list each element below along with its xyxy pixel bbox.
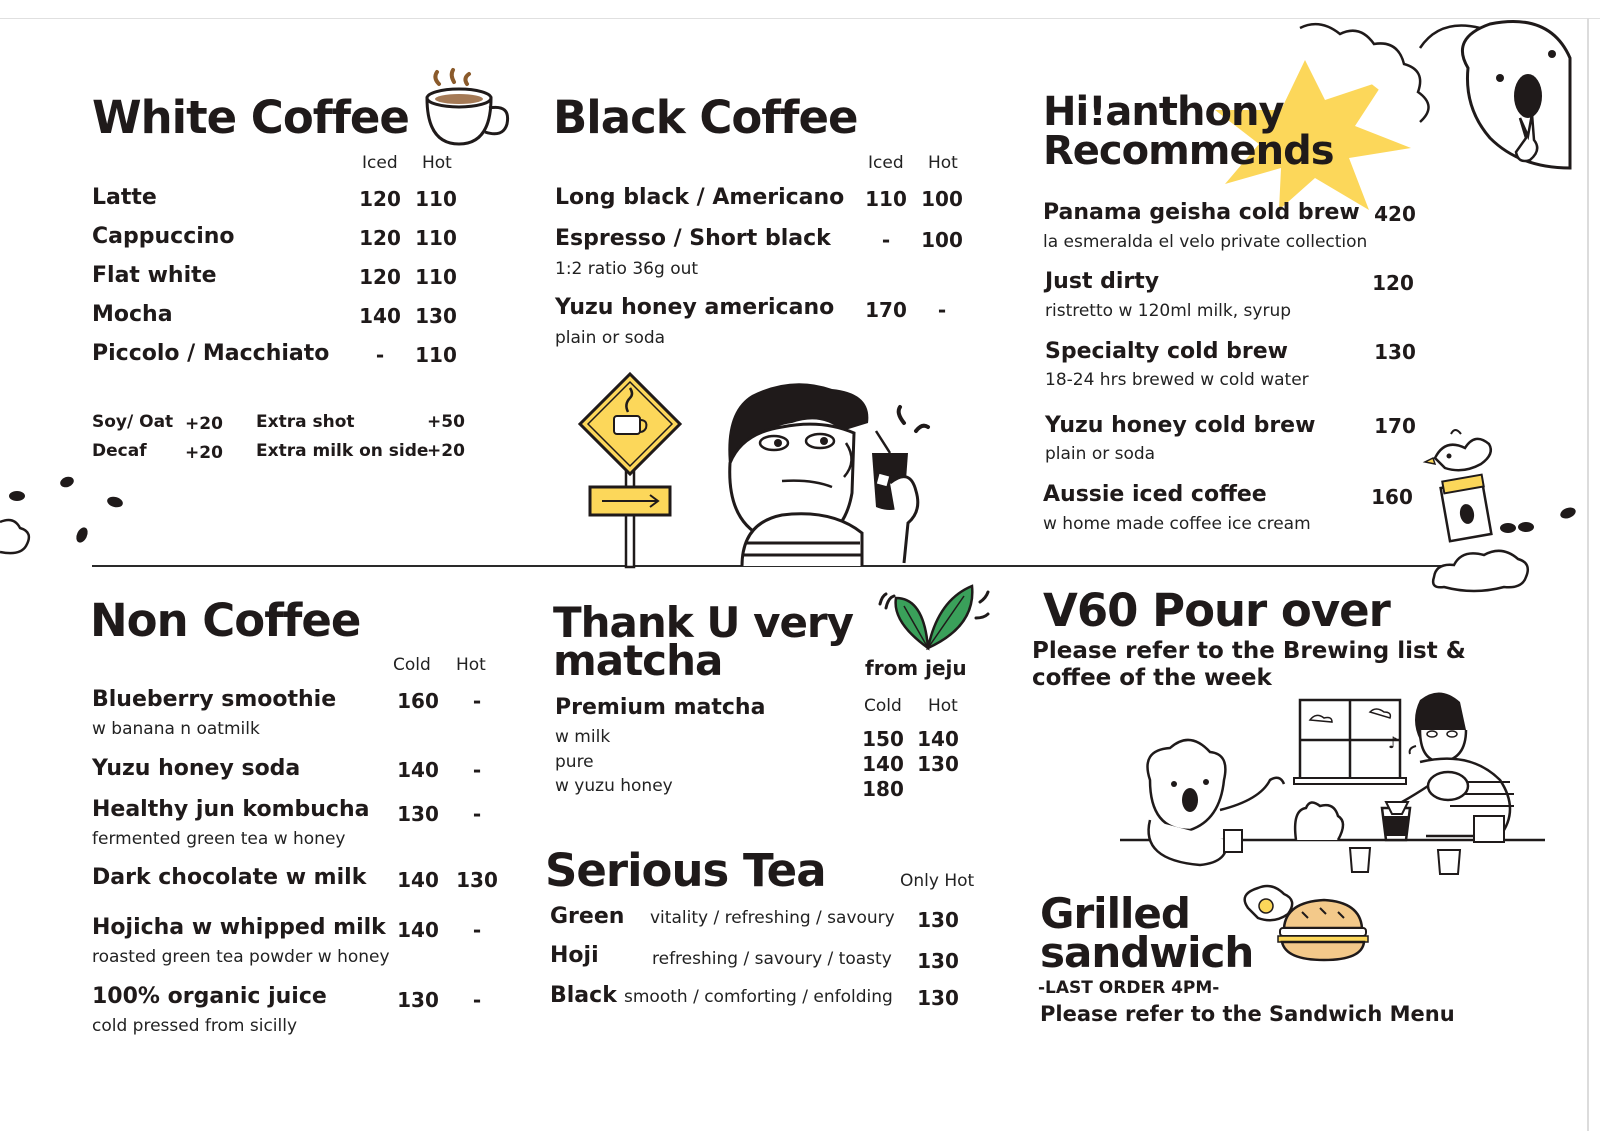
matcha-col-hot: Hot (928, 696, 958, 716)
list-item: Long black / Americano (555, 185, 845, 210)
item-note: ristretto w 120ml milk, syrup (1045, 301, 1292, 321)
svg-text:♪: ♪ (1388, 733, 1399, 752)
character-drinking-illustration (722, 383, 952, 566)
sandwich-title-line1: Grilled (1040, 889, 1190, 938)
list-item: Hojicha w whipped milk (92, 915, 386, 940)
black-col-iced: Iced (868, 153, 904, 173)
koala-peace-illustration (1300, 18, 1588, 188)
price-iced: - (375, 343, 385, 367)
pour-over-line1: Please refer to the Brewing list & (1032, 638, 1466, 664)
matcha-col-cold: Cold (864, 696, 902, 716)
price-iced: - (881, 228, 891, 252)
list-item: Healthy jun kombucha (92, 797, 370, 822)
coffee-road-sign-icon (578, 372, 688, 567)
item-note: fermented green tea w honey (92, 829, 346, 849)
price-cold: 140 (397, 918, 439, 942)
price-cold: 130 (397, 988, 439, 1012)
list-item: Latte (92, 185, 157, 210)
price-hot: 110 (415, 226, 457, 250)
price-cold: 160 (397, 689, 439, 713)
price-iced: 120 (359, 265, 401, 289)
price: 160 (1371, 485, 1413, 509)
black-col-hot: Hot (928, 153, 958, 173)
addon-price: +20 (427, 441, 465, 461)
list-item: Aussie iced coffee (1043, 482, 1267, 507)
variant-name: pure (555, 752, 594, 772)
tea-desc: smooth / comforting / enfolding (624, 987, 893, 1007)
price: 130 (917, 908, 959, 932)
list-item: Dark chocolate w milk (92, 865, 367, 890)
price-iced: 110 (865, 187, 907, 211)
item-note: 1:2 ratio 36g out (555, 259, 699, 279)
price-hot: - (472, 689, 482, 713)
price-hot: - (472, 802, 482, 826)
sandwich-icon (1240, 888, 1370, 968)
item-note: 18-24 hrs brewed w cold water (1045, 370, 1309, 390)
matcha-title-line2: matcha (553, 636, 723, 685)
addon-name: Decaf (92, 441, 147, 461)
price-cold: 140 (397, 758, 439, 782)
item-note: plain or soda (1045, 444, 1156, 464)
item-note: la esmeralda el velo private collection (1043, 232, 1368, 252)
addon-price: +20 (185, 414, 223, 434)
price-hot: 110 (415, 343, 457, 367)
variant-name: w milk (555, 727, 611, 747)
list-item: Flat white (92, 263, 217, 288)
price: 130 (917, 986, 959, 1010)
list-item: Blueberry smoothie (92, 687, 337, 712)
sandwich-title-line2: sandwich (1040, 928, 1254, 977)
list-item: Premium matcha (555, 695, 766, 720)
pour-over-title: V60 Pour over (1043, 584, 1390, 637)
non-col-hot: Hot (456, 655, 486, 675)
list-item: Yuzu honey cold brew (1045, 413, 1316, 438)
matcha-title-line1: Thank U very (553, 598, 854, 647)
sandwich-menu-note: Please refer to the Sandwich Menu (1040, 1002, 1455, 1026)
black-coffee-title: Black Coffee (553, 91, 858, 144)
barista-koala-illustration (1120, 690, 1545, 880)
price-cold: 140 (862, 752, 904, 776)
coffee-beans-cloud-decoration (1430, 505, 1580, 605)
addon-price: +20 (185, 443, 223, 463)
price: 420 (1374, 202, 1416, 226)
tea-desc: vitality / refreshing / savoury (650, 908, 895, 928)
item-note: cold pressed from sicilly (92, 1016, 298, 1036)
price-iced: 140 (359, 304, 401, 328)
price: 170 (1374, 414, 1416, 438)
price-cold: 150 (862, 727, 904, 751)
price-cold: 180 (862, 777, 904, 801)
price-cold: 140 (397, 868, 439, 892)
price-hot: - (937, 298, 947, 322)
price-hot: 110 (415, 187, 457, 211)
price-hot: 130 (456, 868, 498, 892)
list-item: Panama geisha cold brew (1043, 200, 1360, 225)
non-coffee-title: Non Coffee (90, 594, 361, 647)
list-item: Black (550, 983, 617, 1008)
list-item: Piccolo / Macchiato (92, 341, 330, 366)
coffee-beans-decoration (0, 470, 140, 570)
price-hot: 110 (415, 265, 457, 289)
addon-name: Soy/ Oat (92, 412, 174, 432)
price-hot: 140 (917, 727, 959, 751)
price: 120 (1372, 271, 1414, 295)
list-item: Espresso / Short black (555, 226, 831, 251)
pour-over-line2: coffee of the week (1032, 665, 1272, 691)
matcha-origin: from jeju (865, 656, 967, 680)
item-note: w home made coffee ice cream (1043, 514, 1311, 534)
price-hot: 100 (921, 228, 963, 252)
list-item: 100% organic juice (92, 984, 327, 1009)
recommends-title-line2: Recommends (1043, 128, 1334, 174)
list-item: Yuzu honey soda (92, 756, 301, 781)
tea-leaves-icon (880, 582, 990, 652)
recommends-title-line1: Hi!anthony (1043, 89, 1284, 135)
white-col-hot: Hot (422, 153, 452, 173)
addon-name: Extra shot (256, 412, 355, 432)
tea-title: Serious Tea (545, 844, 826, 897)
price-cold: 130 (397, 802, 439, 826)
item-note: w banana n oatmilk (92, 719, 260, 739)
white-col-iced: Iced (362, 153, 398, 173)
price: 130 (917, 949, 959, 973)
list-item: Hoji (550, 943, 599, 968)
price-hot: - (472, 918, 482, 942)
list-item: Green (550, 904, 625, 929)
list-item: Specialty cold brew (1045, 339, 1288, 364)
addon-price: +50 (427, 412, 465, 432)
price-hot: 130 (415, 304, 457, 328)
list-item: Cappuccino (92, 224, 235, 249)
list-item: Mocha (92, 302, 173, 327)
white-coffee-title: White Coffee (92, 91, 409, 144)
price: 130 (1374, 340, 1416, 364)
list-item: Just dirty (1045, 269, 1160, 294)
non-col-cold: Cold (393, 655, 431, 675)
tea-col-hot: Only Hot (900, 871, 975, 891)
price-iced: 120 (359, 226, 401, 250)
tea-desc: refreshing / savoury / toasty (652, 949, 892, 969)
price-hot: - (472, 988, 482, 1012)
addon-name: Extra milk on side (256, 441, 429, 461)
coffee-cup-icon (425, 66, 515, 146)
price-iced: 170 (865, 298, 907, 322)
price-hot: - (472, 758, 482, 782)
item-note: plain or soda (555, 328, 666, 348)
price-hot: 130 (917, 752, 959, 776)
price-iced: 120 (359, 187, 401, 211)
last-order-note: -LAST ORDER 4PM- (1038, 978, 1220, 998)
price-hot: 100 (921, 187, 963, 211)
list-item: Yuzu honey americano (555, 295, 835, 320)
variant-name: w yuzu honey (555, 776, 673, 796)
item-note: roasted green tea powder w honey (92, 947, 390, 967)
